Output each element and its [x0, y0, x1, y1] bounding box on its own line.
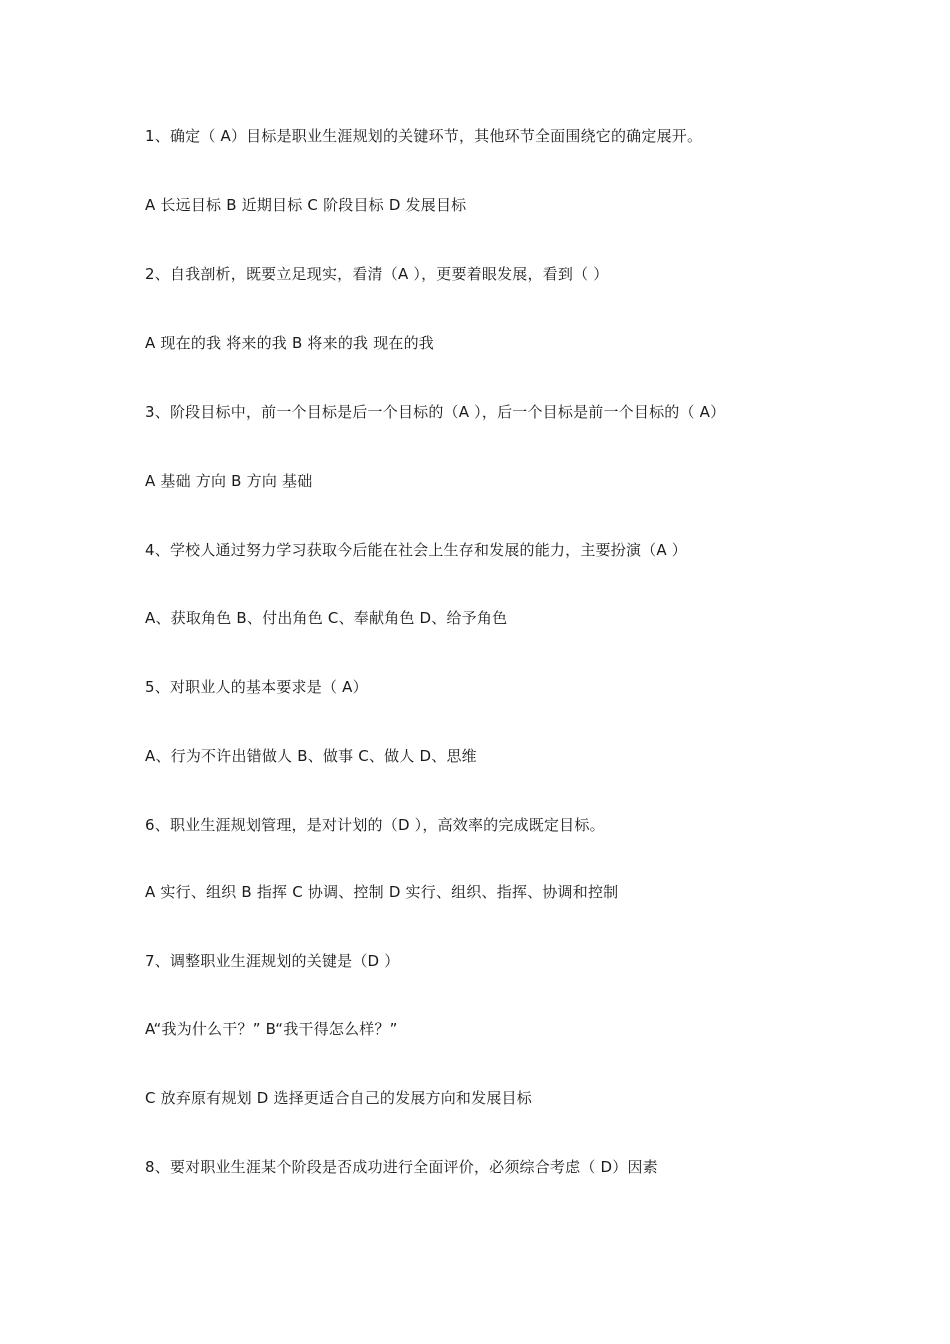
question-4: 4、学校人通过努力学习获取今后能在社会上生存和发展的能力，主要扮演（A ） — [145, 541, 687, 559]
question-6-options: A 实行、组织 B 指挥 C 协调、控制 D 实行、组织、指挥、协调和控制 — [145, 883, 619, 901]
question-8: 8、要对职业生涯某个阶段是否成功进行全面评价，必须综合考虑（ D）因素 — [145, 1158, 658, 1176]
question-6: 6、职业生涯规划管理，是对计划的（D ），高效率的完成既定目标。 — [145, 816, 605, 834]
question-3-options: A 基础 方向 B 方向 基础 — [145, 472, 313, 490]
question-3: 3、阶段目标中，前一个目标是后一个目标的（A ），后一个目标是前一个目标的（ A） — [145, 403, 726, 421]
question-5: 5、对职业人的基本要求是（ A） — [145, 678, 368, 696]
question-7: 7、调整职业生涯规划的关键是（D ） — [145, 952, 400, 970]
question-4-options: A、获取角色 B、付出角色 C、奉献角色 D、给予角色 — [145, 609, 508, 627]
question-7-options-cd: C 放弃原有规划 D 选择更适合自己的发展方向和发展目标 — [145, 1089, 532, 1107]
question-7-options-ab: A“我为什么干？” B“我干得怎么样？” — [145, 1020, 398, 1038]
question-5-options: A、行为不许出错做人 B、做事 C、做人 D、思维 — [145, 747, 477, 765]
question-2-options: A 现在的我 将来的我 B 将来的我 现在的我 — [145, 334, 434, 352]
question-1: 1、确定（ A）目标是职业生涯规划的关键环节，其他环节全面围绕它的确定展开。 — [145, 127, 703, 145]
question-2: 2、自我剖析，既要立足现实，看清（A ），更要着眼发展，看到（ ） — [145, 265, 609, 283]
question-1-options: A 长远目标 B 近期目标 C 阶段目标 D 发展目标 — [145, 196, 467, 214]
